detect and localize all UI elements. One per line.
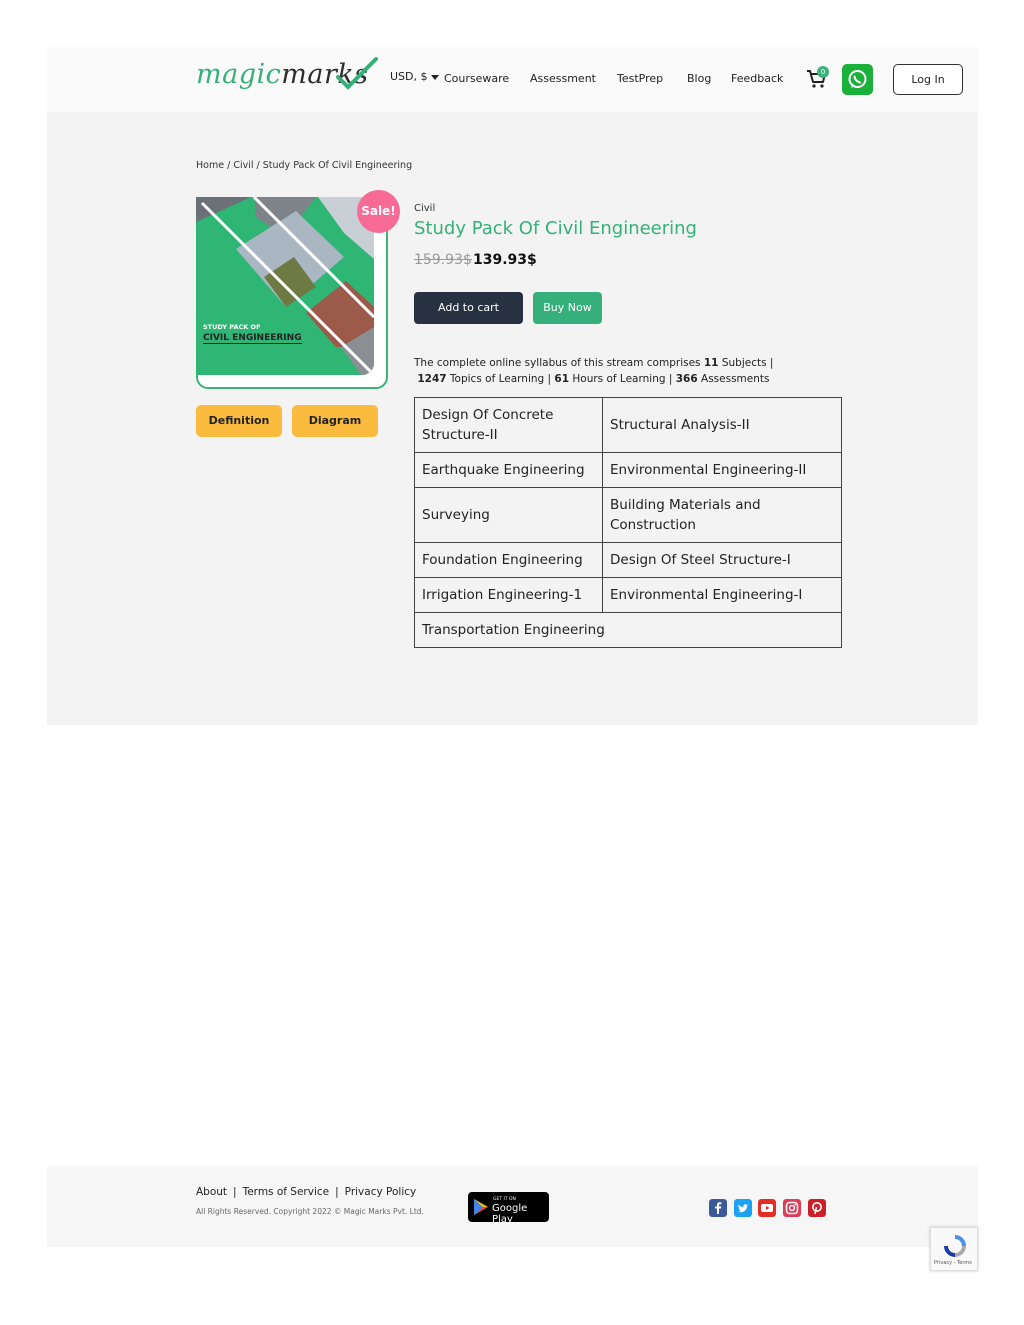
cart-count-badge: 0: [817, 66, 829, 78]
breadcrumb-civil[interactable]: / Civil: [227, 160, 254, 171]
cover-title: CIVIL ENGINEERING: [203, 333, 302, 343]
hours-count: 61: [554, 373, 570, 385]
whatsapp-icon: [842, 64, 873, 95]
subject-cell: Environmental Engineering-II: [603, 453, 842, 488]
product-cover-art: [196, 197, 374, 375]
topics-count: 1247: [417, 373, 447, 385]
syllabus-summary: [414, 355, 844, 387]
footer-link-about[interactable]: About: [196, 1186, 228, 1198]
table-row: [415, 543, 842, 578]
subject-cell: Environmental Engineering-I: [603, 578, 842, 613]
topics-label: Topics of Learning |: [449, 373, 552, 385]
assessments-count: 366: [675, 373, 698, 385]
table-row: [415, 578, 842, 613]
footer-separator: |: [233, 1186, 237, 1198]
subject-cell: Irrigation Engineering-1: [415, 578, 603, 613]
nav-blog[interactable]: Blog: [687, 72, 712, 85]
site-footer: [47, 1166, 978, 1247]
google-play-badge[interactable]: [468, 1192, 549, 1225]
cover-subtitle: STUDY PACK OF: [203, 323, 261, 331]
logo-checkmark-icon: [334, 57, 378, 91]
caret-down-icon: [431, 75, 439, 80]
logo-text-magic: magic: [196, 59, 282, 90]
subject-cell: Design Of Concrete Structure-II: [415, 398, 603, 453]
subjects-label: Subjects |: [721, 357, 774, 369]
product-section: [47, 112, 978, 725]
product-title: Study Pack Of Civil Engineering: [414, 218, 697, 239]
price-original: 159.93$: [414, 252, 472, 268]
currency-label: USD, $: [390, 70, 428, 83]
product-image[interactable]: [196, 197, 374, 375]
price-sale: 139.93$: [473, 252, 537, 268]
whatsapp-button[interactable]: [842, 64, 873, 95]
logo-text-marks: marks: [281, 59, 369, 90]
breadcrumb: [196, 160, 415, 171]
copyright-text: All Rights Reserved. Copyright 2022 © Magic Marks Pvt. Ltd.: [196, 1207, 424, 1216]
subject-cell: Building Materials and Construction: [603, 488, 842, 543]
footer-link-terms[interactable]: Terms of Service: [242, 1186, 330, 1198]
breadcrumb-current: / Study Pack Of Civil Engineering: [256, 160, 413, 171]
gplay-label: Google Play: [492, 1203, 528, 1225]
diagram-button[interactable]: Diagram: [292, 405, 378, 437]
subject-cell: Earthquake Engineering: [415, 453, 603, 488]
breadcrumb-home[interactable]: Home: [196, 160, 225, 171]
definition-button[interactable]: Definition: [196, 405, 282, 437]
logo[interactable]: [196, 53, 378, 107]
site-header: [47, 47, 978, 112]
subject-cell: Surveying: [415, 488, 603, 543]
buy-now-button[interactable]: Buy Now: [533, 292, 602, 324]
table-row: [415, 488, 842, 543]
table-row: [415, 613, 842, 648]
subject-cell: Transportation Engineering: [415, 613, 842, 648]
table-row: [415, 398, 842, 453]
footer-links: [196, 1186, 416, 1198]
table-row: [415, 453, 842, 488]
nav-feedback[interactable]: Feedback: [731, 72, 784, 85]
currency-selector[interactable]: [390, 70, 439, 83]
instagram-icon[interactable]: [783, 1199, 801, 1217]
sale-badge: Sale!: [357, 190, 400, 233]
subject-cell: Design Of Steel Structure-I: [603, 543, 842, 578]
add-to-cart-button[interactable]: Add to cart: [414, 292, 523, 324]
nav-testprep[interactable]: TestPrep: [617, 72, 664, 85]
twitter-icon[interactable]: [734, 1199, 752, 1217]
recaptcha-icon: [942, 1234, 968, 1258]
google-play-icon: [474, 1199, 488, 1215]
hours-label: Hours of Learning |: [572, 373, 673, 385]
product-category[interactable]: Civil: [414, 203, 436, 214]
gplay-get-it-on: GET IT ON: [493, 1197, 516, 1202]
recaptcha-badge[interactable]: [930, 1227, 978, 1271]
footer-separator: |: [335, 1186, 339, 1198]
subjects-count: 11: [703, 357, 719, 369]
facebook-icon[interactable]: [709, 1199, 727, 1217]
summary-intro: The complete online syllabus of this stream comprises: [414, 357, 701, 369]
youtube-icon[interactable]: [758, 1199, 776, 1217]
nav-assessment[interactable]: Assessment: [530, 72, 596, 85]
subject-cell: Foundation Engineering: [415, 543, 603, 578]
footer-link-privacy[interactable]: Privacy Policy: [344, 1186, 417, 1198]
pinterest-icon[interactable]: [808, 1199, 826, 1217]
assessments-label: Assessments: [701, 373, 770, 385]
nav-courseware[interactable]: Courseware: [444, 72, 510, 85]
recaptcha-terms: Privacy - Terms: [934, 1260, 972, 1266]
subjects-table: [414, 397, 842, 648]
subject-cell: Structural Analysis-II: [603, 398, 842, 453]
login-button[interactable]: Log In: [893, 64, 963, 95]
